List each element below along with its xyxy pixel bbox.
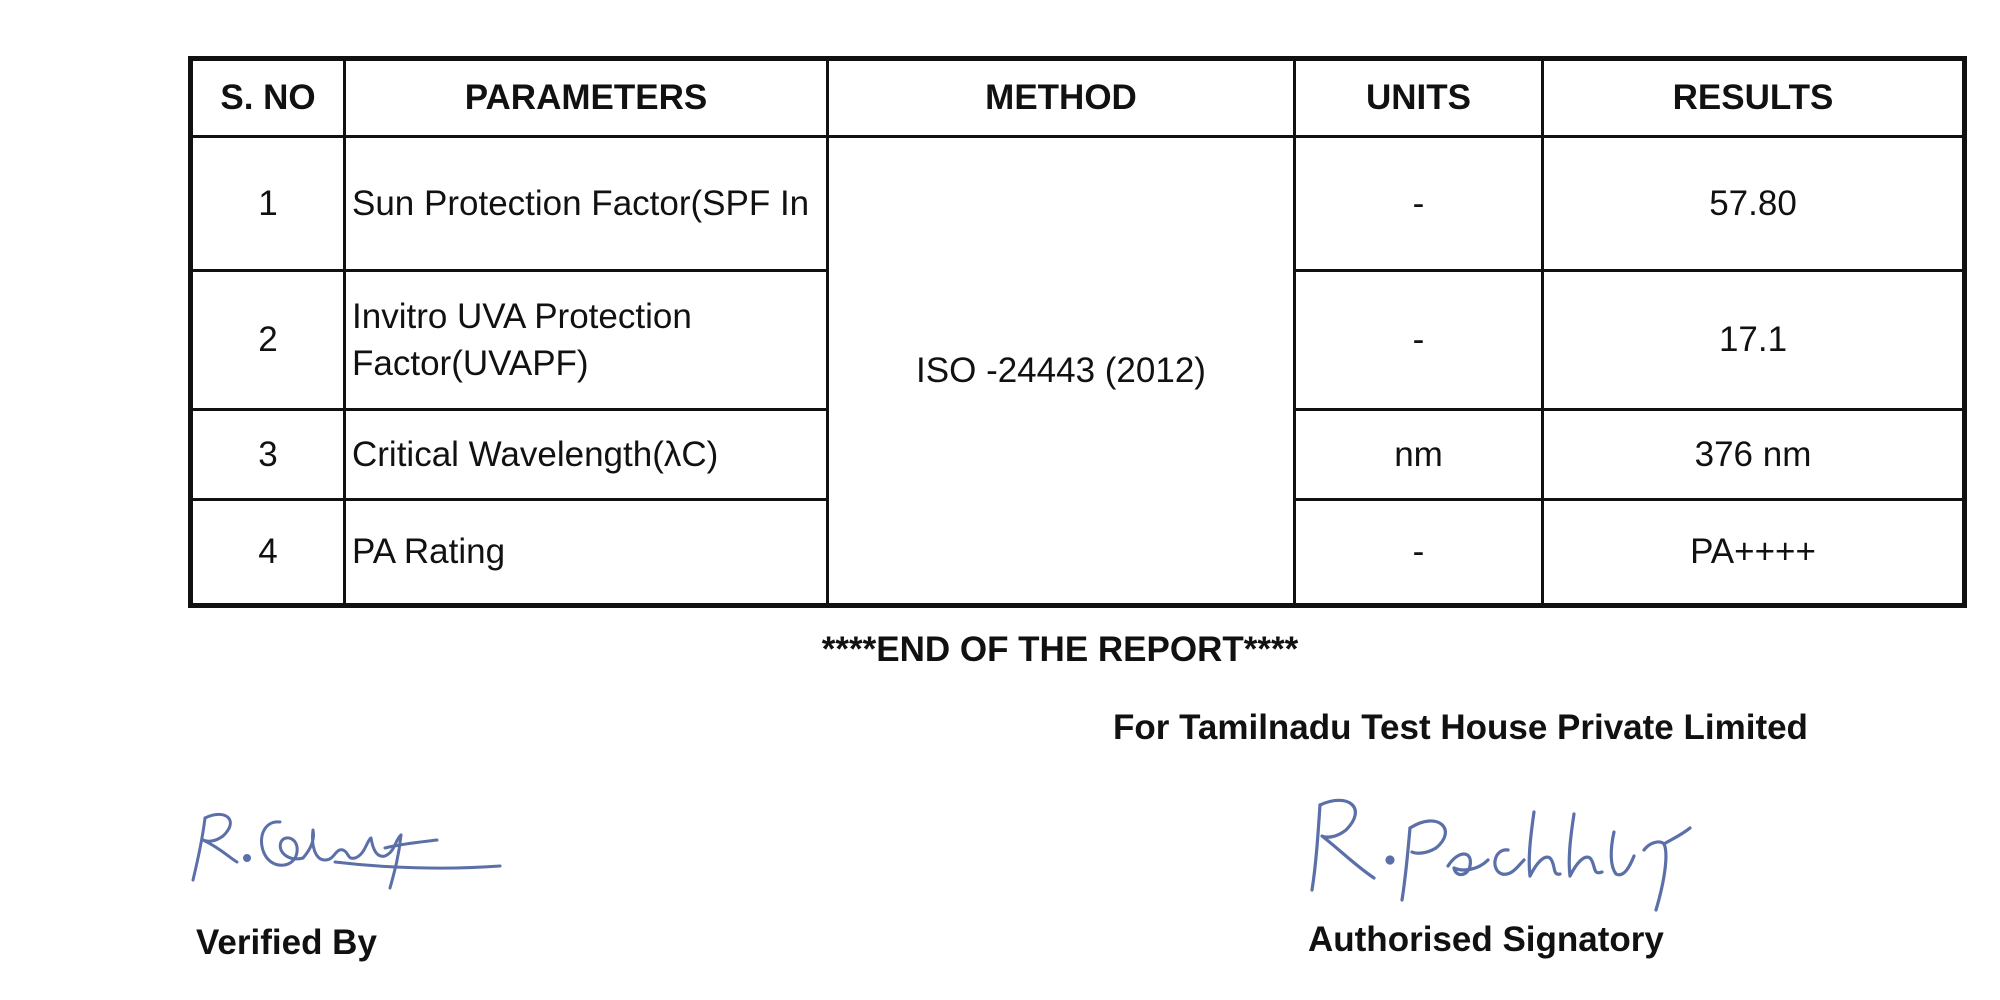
header-parameters: PARAMETERS: [345, 59, 828, 137]
verified-by-label: Verified By: [196, 923, 377, 962]
verifier-signature: [185, 800, 505, 900]
header-method: METHOD: [828, 59, 1295, 137]
cell-parameter: Invitro UVA Protection Factor(UVAPF): [345, 271, 828, 410]
company-name: For Tamilnadu Test House Private Limited: [1113, 708, 1808, 747]
authorised-signature: [1298, 780, 1728, 920]
cell-unit: -: [1295, 500, 1543, 606]
cell-sno: 2: [191, 271, 345, 410]
cell-sno: 3: [191, 410, 345, 500]
cell-parameter: Critical Wavelength(λC): [345, 410, 828, 500]
table-row: [191, 137, 1965, 271]
cell-unit: -: [1295, 137, 1543, 271]
cell-result: 17.1: [1543, 271, 1965, 410]
cell-method: ISO -24443 (2012): [828, 137, 1295, 606]
authorised-signatory-label: Authorised Signatory: [1308, 920, 1664, 959]
cell-unit: -: [1295, 271, 1543, 410]
cell-sno: 1: [191, 137, 345, 271]
cell-parameter: PA Rating: [345, 500, 828, 606]
header-results: RESULTS: [1543, 59, 1965, 137]
cell-unit: nm: [1295, 410, 1543, 500]
cell-parameter: Sun Protection Factor(SPF In: [345, 137, 828, 271]
cell-result: PA++++: [1543, 500, 1965, 606]
cell-result: 376 nm: [1543, 410, 1965, 500]
results-table: [188, 56, 1967, 608]
table-header-row: [191, 59, 1965, 137]
header-sno: S. NO: [191, 59, 345, 137]
header-units: UNITS: [1295, 59, 1543, 137]
cell-result: 57.80: [1543, 137, 1965, 271]
cell-sno: 4: [191, 500, 345, 606]
end-of-report-note: ****END OF THE REPORT****: [821, 630, 1299, 669]
